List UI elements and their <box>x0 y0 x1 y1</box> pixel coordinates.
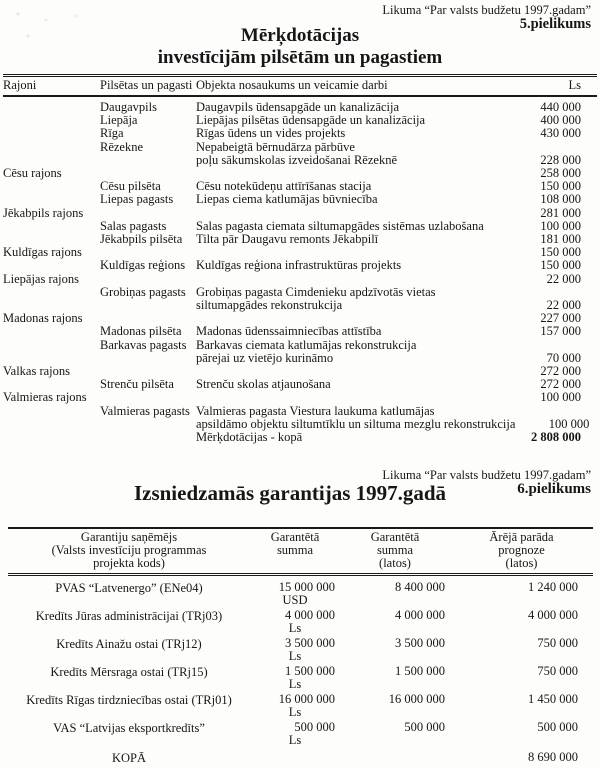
appendix6-title: Izsniedzamās garantijas 1997.gadā <box>133 481 447 505</box>
table-row <box>8 662 593 690</box>
cell-objekts <box>196 405 515 431</box>
objekts-line: Daugavpils ūdensapgāde un kanalizācija <box>196 100 400 114</box>
objekts-line: Cēsu notekūdeņu attīrīšanas stacija <box>196 179 372 194</box>
cell-objekts <box>196 339 507 365</box>
law-reference-text: Likuma “Par valsts budžetu 1997.gadam” <box>382 3 591 17</box>
cell-rajons <box>3 220 100 233</box>
cell-objekts <box>196 286 507 312</box>
header-line: Garantiju saņēmējs <box>80 530 178 544</box>
table-row <box>3 286 597 312</box>
cell-rajons <box>3 114 100 127</box>
objekts-line: Nepabeigtā bērnudārza pārbūve <box>196 139 355 154</box>
cell-objekts <box>196 207 507 220</box>
guarantees-table-body <box>8 576 593 765</box>
header-line: summa <box>276 543 314 557</box>
cell-summa: 22 000 <box>546 298 581 313</box>
table-row <box>3 431 597 444</box>
currency-label: Ls <box>288 648 302 663</box>
guaranteed-sum-value: 1 500 000 <box>285 664 335 678</box>
cell-rajons <box>3 339 100 365</box>
cell-summa: 272 000 <box>540 364 581 379</box>
table-row <box>3 378 597 391</box>
table-row <box>8 690 593 718</box>
cell-recipient: Kredīts Rīgas tirdzniecības ostai (TRj01) <box>26 693 232 707</box>
cell-summa: 150 000 <box>540 245 581 260</box>
cell-rajons: Madonas rajons <box>3 311 83 326</box>
cell-rajons: Valmieras rajons <box>3 390 87 405</box>
cell-objekts <box>196 141 507 167</box>
cell-debt-forecast: 500 000 <box>537 720 578 734</box>
appendix6-header <box>0 466 600 524</box>
table-row <box>3 273 597 286</box>
table-row <box>3 127 597 140</box>
cell-rajons <box>3 431 100 444</box>
objekts-line: Salas pagasta ciemata siltumapgādes sistēmas uzlabošana <box>196 218 484 233</box>
appendix5-title-line1: Mērķdotācijas <box>240 25 360 46</box>
column-header-guaranteed-sum <box>250 531 340 570</box>
cell-summa: 440 000 <box>540 100 581 114</box>
cell-objekts <box>196 233 507 246</box>
column-header-external-debt-forecast <box>450 531 593 570</box>
table-row <box>3 405 597 431</box>
cell-objekts <box>196 391 507 404</box>
cell-debt-forecast: 4 000 000 <box>528 608 578 622</box>
cell-objekts <box>196 273 507 286</box>
cell-rajons: Liepājas rajons <box>3 271 80 286</box>
cell-sum-lats <box>340 751 450 765</box>
cell-debt-forecast: 1 450 000 <box>528 692 578 706</box>
objekts-line: Rīgas ūdens un vides projekts <box>196 126 346 141</box>
guarantees-table-header <box>8 527 593 576</box>
cell-objekts <box>196 259 507 272</box>
table-row <box>3 339 597 365</box>
cell-vieta: Kuldīgas reģions <box>100 258 186 273</box>
objekts-line: Madonas ūdenssaimniecības attīstība <box>196 324 382 339</box>
column-header-guaranteed-sum-lats <box>340 531 450 570</box>
cell-recipient: Kredīts Ainažu ostai (TRj12) <box>56 637 202 651</box>
cell-rajons <box>3 141 100 167</box>
cell-vieta <box>100 431 196 444</box>
cell-vieta: Liepas pagasts <box>100 192 174 207</box>
cell-objekts <box>196 378 507 391</box>
cell-vieta: Liepāja <box>100 113 138 128</box>
currency-label: Ls <box>288 676 302 691</box>
cell-summa: 430 000 <box>540 126 581 141</box>
cell-summa: 100 000 <box>540 218 581 233</box>
objekts-line: Tilta pār Daugavu remonts Jēkabpilī <box>196 232 379 247</box>
objekts-line: pārejai uz vietējo kurināmo <box>196 350 334 365</box>
cell-summa: 150 000 <box>540 258 581 273</box>
objekts-line: Liepas ciema katlumājas būvniecība <box>196 192 378 207</box>
cell-debt-forecast: 750 000 <box>537 664 578 678</box>
column-header-rajoni: Rajoni <box>3 78 37 92</box>
header-line: prognoze <box>498 543 545 557</box>
header-line: Garantētā <box>270 530 320 544</box>
table-row <box>8 634 593 662</box>
currency-label: Ls <box>288 620 302 635</box>
guaranteed-sum-value: 15 000 000 <box>278 580 335 594</box>
cell-vieta: Salas pagasts <box>100 218 167 233</box>
cell-vieta <box>100 207 196 220</box>
cell-vieta: Jēkabpils pilsēta <box>100 232 183 247</box>
header-line: Ārējā parāda <box>489 530 554 544</box>
guaranteed-sum-value: 500 000 <box>294 720 335 734</box>
cell-rajons: Cēsu rajons <box>3 166 62 181</box>
cell-sum-lats: 1 500 000 <box>395 664 445 678</box>
cell-debt-forecast: 8 690 000 <box>528 750 578 764</box>
cell-sum-lats: 3 500 000 <box>395 636 445 650</box>
cell-vieta: Madonas pilsēta <box>100 324 182 339</box>
cell-summa: 258 000 <box>540 166 581 181</box>
column-header-ls: Ls <box>568 78 581 92</box>
cell-vieta: Daugavpils <box>100 100 157 114</box>
cell-sum-lats: 500 000 <box>404 720 445 734</box>
cell-summa: 100 000 <box>548 416 590 431</box>
cell-vieta: Barkavas pagasts <box>100 337 187 352</box>
cell-rajons: Valkas rajons <box>3 364 70 379</box>
cell-guaranteed-sum <box>250 665 340 690</box>
cell-rajons <box>3 325 100 338</box>
cell-summa: 100 000 <box>540 390 581 405</box>
objekts-line: Grobiņas pagasta Cimdenieku apdzīvotās vietas <box>196 284 436 299</box>
appendix5-title-line2: investīcijām pilsētām un pagastiem <box>157 46 443 68</box>
cell-summa: 22 000 <box>546 271 581 286</box>
table-row <box>3 207 597 220</box>
cell-summa: 181 000 <box>540 232 581 247</box>
table-row <box>8 606 593 634</box>
objekts-line: Valmieras pagasta Viestura laukuma katlumājas <box>196 403 435 418</box>
cell-sum-lats: 8 400 000 <box>395 580 445 594</box>
annex-number: 6.pielikums <box>517 481 591 497</box>
cell-vieta: Strenču pilsēta <box>100 377 174 392</box>
cell-debt-forecast: 1 240 000 <box>528 580 578 594</box>
column-header-objekts: Objekta nosaukums un veicamie darbi <box>196 78 388 92</box>
guaranteed-sum-value: 3 500 000 <box>285 636 335 650</box>
cell-rajons <box>3 405 100 431</box>
header-line: projekta kods) <box>93 556 165 570</box>
guarantees-table <box>8 527 593 765</box>
header-line: Garantētā <box>370 530 420 544</box>
cell-guaranteed-sum <box>250 637 340 662</box>
cell-guaranteed-sum <box>250 609 340 634</box>
cell-recipient: PVAS “Latvenergo” (ENe04) <box>55 581 203 595</box>
cell-summa: 150 000 <box>540 179 581 194</box>
header-line: (Valsts investīciju programmas <box>51 543 207 557</box>
cell-rajons <box>3 180 100 193</box>
table-row <box>3 325 597 338</box>
cell-rajons <box>3 101 100 114</box>
cell-guaranteed-sum <box>250 751 340 765</box>
header-line: (latos) <box>379 556 411 570</box>
objekts-line: apsildāmo objektu siltumtīklu un siltuma mezglu rekonstrukcija <box>196 416 516 431</box>
table-row <box>8 578 593 606</box>
cell-vieta: Rēzekne <box>100 139 144 154</box>
law-reference-text: Likuma “Par valsts budžetu 1997.gadam” <box>382 468 591 482</box>
cell-summa: 70 000 <box>546 350 581 365</box>
cell-recipient: KOPĀ <box>111 751 147 765</box>
cell-summa: 157 000 <box>540 324 581 339</box>
cell-sum-lats: 16 000 000 <box>388 692 445 706</box>
header-line: summa <box>376 543 414 557</box>
appendix5-title <box>0 25 600 68</box>
cell-summa: 227 000 <box>540 311 581 326</box>
currency-label: Ls <box>288 732 302 747</box>
cell-summa: 108 000 <box>540 192 581 207</box>
cell-guaranteed-sum <box>250 693 340 718</box>
cell-summa: 400 000 <box>540 113 581 128</box>
grants-table-header <box>3 74 597 97</box>
table-row <box>3 391 597 404</box>
cell-vieta <box>100 273 196 286</box>
cell-summa: 228 000 <box>540 152 581 167</box>
cell-rajons <box>3 286 100 312</box>
table-row <box>3 141 597 167</box>
annex-number: 5.pielikums <box>519 16 591 32</box>
cell-guaranteed-sum <box>250 581 340 606</box>
column-header-recipient <box>8 531 250 570</box>
cell-summa: 2 808 000 <box>531 430 581 445</box>
grants-table-body <box>3 97 597 444</box>
cell-vieta: Valmieras pagasts <box>100 403 190 418</box>
objekts-line: poļu sākumskolas izveidošanai Rēzeknē <box>196 152 397 167</box>
table-row <box>3 259 597 272</box>
grants-table <box>3 74 597 444</box>
objekts-line: Barkavas ciemata katlumājas rekonstrukcija <box>196 337 417 352</box>
cell-objekts <box>196 127 507 140</box>
cell-rajons <box>3 259 100 272</box>
cell-rajons: Kuldīgas rajons <box>3 245 82 260</box>
cell-summa: 272 000 <box>540 377 581 392</box>
table-row <box>3 233 597 246</box>
cell-rajons <box>3 127 100 140</box>
cell-vieta: Grobiņas pagasts <box>100 284 186 299</box>
objekts-line: Mērķdotācijas - kopā <box>196 430 303 445</box>
table-row <box>8 746 593 765</box>
objekts-line: Liepājas pilsētas ūdensapgāde un kanalizācija <box>196 113 426 128</box>
cell-rajons <box>3 193 100 206</box>
guaranteed-sum-value: 16 000 000 <box>278 692 335 706</box>
cell-recipient: Kredīts Jūras administrācijai (TRj03) <box>35 609 223 623</box>
cell-recipient: Kredīts Mērsraga ostai (TRj15) <box>50 665 208 679</box>
cell-vieta: Rīga <box>100 126 124 141</box>
cell-guaranteed-sum <box>250 721 340 746</box>
objekts-line: siltumapgādes rekonstrukcija <box>196 298 343 313</box>
cell-sum-lats: 4 000 000 <box>395 608 445 622</box>
cell-vieta: Cēsu pilsēta <box>100 179 161 194</box>
currency-label: Ls <box>288 704 302 719</box>
cell-objekts <box>196 193 507 206</box>
guaranteed-sum-value: 4 000 000 <box>285 608 335 622</box>
currency-label: USD <box>282 592 308 607</box>
objekts-line: Kuldīgas reģiona infrastruktūras projekts <box>196 258 402 273</box>
cell-rajons: Jēkabpils rajons <box>3 205 84 220</box>
objekts-line: Strenču skolas atjaunošana <box>196 377 331 392</box>
cell-debt-forecast: 750 000 <box>537 636 578 650</box>
table-row <box>3 193 597 206</box>
cell-recipient: VAS “Latvijas eksportkredīts” <box>53 721 205 735</box>
cell-summa: 281 000 <box>540 205 581 220</box>
table-row <box>8 718 593 746</box>
cell-objekts <box>196 325 507 338</box>
cell-vieta <box>100 391 196 404</box>
cell-objekts <box>196 431 507 444</box>
column-header-pilsetas: Pilsētas un pagasti <box>100 78 193 92</box>
header-line: (latos) <box>505 556 538 570</box>
